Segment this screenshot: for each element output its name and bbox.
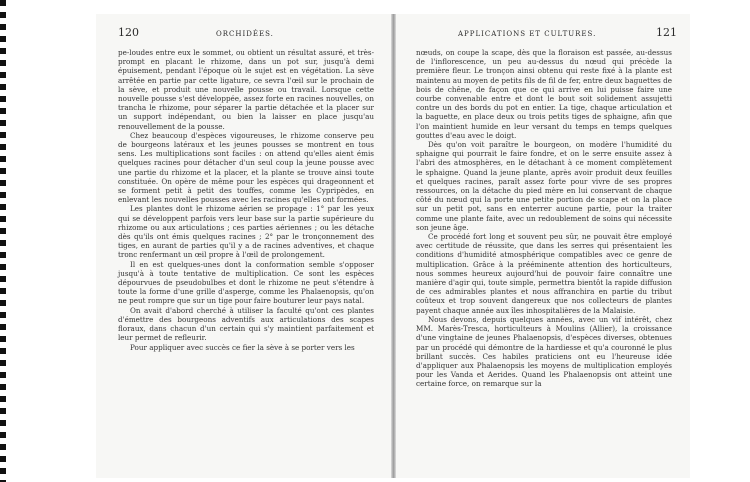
right-page-body <box>416 48 672 389</box>
right-page-number: 121 <box>656 26 677 39</box>
left-paragraph: pe-loudes entre eux le sommet, ou obtient un résultat assuré, et très-prompt en placant le rhizome, dans un pot sur, jusqu'à demi épuisement, pendant l'époque où le sujet est en végétation. La sève arrêtée en partie par cette ligature, ce sevra l'œil sur le prochain de la sève, et produit une nouvelle pousse ou travail. Lorsque cette nouvelle pousse s'est développée, assez forte en racines nouvelles, on trancha le rhizome, pour séparer la partie détachée et la placer sur un support indépendant, ou bien la laisser en place jusqu'au renouvellement de la pousse. <box>118 48 374 131</box>
right-paragraph: Dès qu'on voit paraître le bourgeon, on modère l'humidité du sphaigne qui pourrait le faire fondre, et on le serre ensuite assez à l'abri des atmosphères, en le détachant à ce moment complètement le sphaigne. Quand la jeune plante, après avoir produit deux feuilles et quelques racines, paraît assez forte pour vivre de ses propres ressources, on la détache du pied mère en lui conservant de chaque côté du nœud qui la porte une petite portion de scape et on la place sur un petit pot, sans en enterrer aucune partie, pour la traiter comme une plante faite, avec un redoublement de soins qui nécessite son jeune âge. <box>416 140 672 232</box>
right-running-head: APPLICATIONS ET CULTURES. <box>458 30 597 38</box>
left-paragraph: Il en est quelques-unes dont la conformation semble s'opposer jusqu'à à toute tentative de multiplication. Ce sont les espèces dépourvues de pseudobulbes et dont le rhizome ne peut s'étendre à toute la forme d'une grille d'asperge, comme les Phalaenopsis, qu'on ne peut rompre que sur un tige pour faire bouturer leur pays natal. <box>118 259 374 306</box>
right-page <box>394 14 690 478</box>
right-paragraph: Nous devons, depuis quelques années, avec un vif intérêt, chez MM. Marès-Tresca, horticulteurs à Moulins (Allier), la croissance d'une vingtaine de jeunes Phalaenopsis, d'espèces diverses, obtenues par un procédé qui démontre de la hardiesse et qu'a couronné le plus brillant succès. Ces habiles praticiens ont eu l'heureuse idée d'appliquer aux Phalaenopsis les moyens de multiplication employés pour les Vanda et Aerides. Quand les Phalaenopsis ont atteint une certaine force, on remarque sur la <box>416 314 672 389</box>
right-paragraph: nœuds, on coupe la scape, dès que la floraison est passée, au-dessus de l'inflorescence, un peu au-dessus du nœud qui précède la première fleur. Le tronçon ainsi obtenu qui reste fixé à la plante est maintenu au moyen de petits fils de fil de fer, entre deux baguettes de bois de chêne, de façon que ce qui arrive en lui puisse faire une courbe convenable entre et dont le bout soit solidement assujetti contre un des bords du pot en entier. La tige, chaque articulation et la baguette, en place deux ou trois petits tiges de sphaigne, afin que l'on maintient humide en leur versant du temps en temps quelques gouttes d'eau avec le doigt. <box>416 48 672 140</box>
left-paragraph: Les plantes dont le rhizome aérien se propage : 1° par les yeux qui se développent parfois vers leur base sur la partie supérieure du rhizome ou aux articulations ; ces parties aériennes ; ou les détache dès qu'ils ont émis quelques racines ; 2° par le tronçonnement des tiges, en aurant de parties qu'il y a de racines adventives, et chaque tronc renfermant un œil propre à l'œil de prolongement. <box>118 204 374 260</box>
scan-edge <box>0 0 6 482</box>
left-page-number: 120 <box>118 26 139 39</box>
left-paragraph: Pour appliquer avec succès ce fier la sève à se porter vers les <box>130 342 355 352</box>
left-paragraph: Chez beaucoup d'espèces vigoureuses, le rhizome conserve peu de bourgeons latéraux et les jeunes pousses se montrent en tous sens. Les multiplications sont faciles : on attend qu'elles aient émis quelques racines pour détacher d'un seul coup la jeune pousse avec une partie du rhizome et la placer, et la plante se trouve ainsi toute constituée. On opère de même pour les espèces qui drageonnent et se forment petit à petit des touffes, comme les Cypripèdes, en enlevant les nouvelles pousses avec les racines qu'elles ont formées. <box>118 130 374 205</box>
left-running-head: ORCHIDÉES. <box>216 30 274 38</box>
left-page <box>96 14 392 478</box>
left-page-body <box>118 48 374 352</box>
left-paragraph: On avait d'abord cherché à utiliser la faculté qu'ont ces plantes d'émettre des bourgeons adventifs aux articulations des scapes floraux, dans chacun d'un certain qui s'y maintient parfaitement et leur permet de refleurir. <box>118 305 374 343</box>
right-paragraph: Ce procédé fort long et souvent peu sûr, ne pouvait être employé avec certitude de réussite, que dans les serres qui présentaient les conditions d'humidité atmosphérique compatibles avec ce genre de multiplication. Grâce à la prééminente attention des horticulteurs, nous sommes heureux aujourd'hui de pouvoir faire connaître une manière d'agir qui, toute simple, permettra bientôt la rapide diffusion de ces admirables plantes et nous affranchira en partie du tribut coûteux et trop souvent dangereux que nos collecteurs de plantes payent chaque année aux îles inhospitalières de la Malaisie. <box>416 232 672 315</box>
book-spread <box>96 14 690 478</box>
